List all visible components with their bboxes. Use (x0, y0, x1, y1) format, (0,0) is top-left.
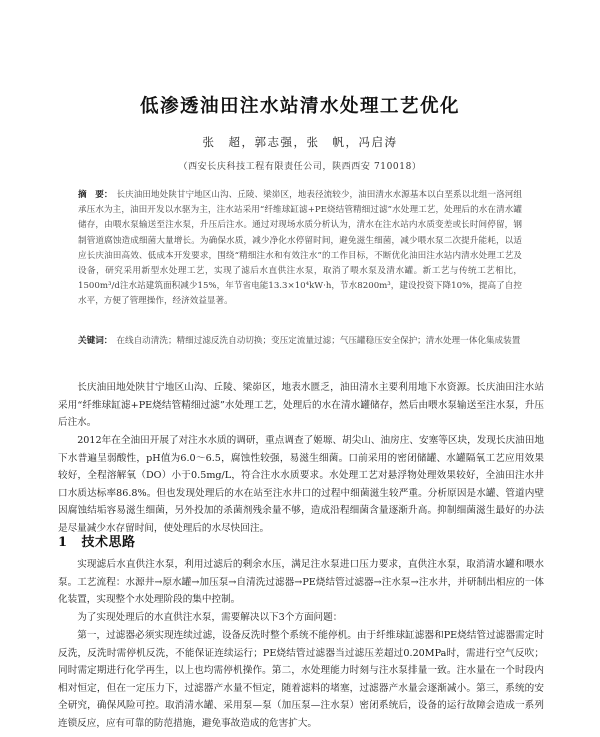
affiliation: （西安长庆科技工程有限责任公司，陕西西安 710018） (178, 162, 422, 172)
intro-paragraph-2: 2012年在全油田开展了对注水水质的调研，重点调查了姬塬、胡尖山、油房庄、安塞等区块，发现长庆油田地下水普遍呈弱酸性，pH值为6.0～6.5，腐蚀性较强，易滋生细菌。口前采用的密闭储罐、水罐隔氧工艺应用效果较好，全程溶解氧（DO）小于0.5mg/L，符合注水水质要求。水处理工艺对悬浮物处理效果较好，全油田注水井口水质达标率86.8%。但也发现处理后的水在站至注水井口的过程中细菌滋生较严重。分析原因是水罐、管道内壁因腐蚀结垢容易滋生细菌，另外投加的杀菌剂残余量不够，造成沿程细菌含量逐渐升高。抑制细菌滋生最好的办法是尽量减少水存留时间，使处理后的水尽快回注。 (58, 435, 544, 534)
section-paragraph-2: 为了实现处理后的水直供注水泵，需要解决以下3个方面问题： (77, 612, 343, 623)
section-title: 技术思路 (81, 535, 136, 550)
section-number: 1 (58, 535, 68, 550)
abstract-label: 摘 要： (78, 190, 113, 200)
keywords-text: 在线自动清洗；精细过滤反洗自动切换；变压定流量过滤；气压罐稳压安全保护；清水处理一体化集成装置 (116, 336, 521, 346)
author-list: 张 超，郭志强，张 帆，冯启涛 (202, 135, 398, 149)
abstract (78, 188, 522, 310)
keywords (78, 334, 522, 349)
paper-title: 低渗透油田注水站清水处理工艺优化 (139, 96, 460, 117)
section-paragraph-1: 实现滤后水直供注水泵，利用过滤后的剩余水压，满足注水泵进口压力要求，直供注水泵，取消清水罐和喂水泵。工艺流程：水源井→原水罐→加压泵→自清洗过滤器→PE烧结管过滤器→注水泵→注水井，并研制出相应的一体化装置，实现整个水处理阶段的集中控制。 (58, 559, 544, 606)
intro-paragraph-1: 长庆油田地处陕甘宁地区山沟、丘陵、梁峁区，地表水匮乏，油田清水主要利用地下水资源。长庆油田注水站采用“纤维球缸滤+PE烧结管精细过滤”水处理工艺，处理后的水在清水罐储存，然后由喂水泵输送至注水泵，升压后注水。 (58, 382, 544, 429)
abstract-text: 长庆油田地处陕甘宁地区山沟、丘陵、梁峁区，地表径流较少，油田清水水源基本以白垩系以北组一洛河组承压水为主，油田开发以水驱为主，注水站采用“纤维球缸滤+PE烧结管精细过滤”水处理工艺，处理后的水在清水罐储存，由喂水泵输送至注水泵，升压后注水。通过对现场水质分析认为，清水在注水站内水质变差或长时间停留，钢制管道腐蚀造成细菌大量增长。为确保水质，减少净化水停留时间，避免滋生细菌，减少喂水泵二次提升能耗，以适应长庆油田高效、低成本开发要求，围绕“精细注水和有效注水”的工作目标，不断优化油田注水站内清水处理工艺及设备，研究采用新型水处理工艺，实现了滤后水直供注水泵，取消了喂水泵及清水罐。新工艺与传统工艺相比，1500m³/d注水站建筑面积减少15%，年节省电能13.3×10⁴kW·h，节水8200m³，建设投资下降10%，提高了自控水平，方便了管理操作，经济效益显著。 (78, 190, 522, 307)
keywords-label: 关键词： (78, 336, 113, 346)
section-paragraph-3: 第一，过滤器必须实现连续过滤，设备反洗时整个系统不能停机。由于纤维球缸滤器和PE烧结管过滤器需定时反洗，反洗时需停机反洗，不能保证连续运行；PE烧结管过滤器当过滤压差超过0.20MPa时，需进行空气反吹；同时需定期进行化学再生，以上也均需停机操作。第二，水处理能力时刻与注水泵排量一致。注水量在一个时段内相对恒定，但在一定压力下，过滤器产水量不恒定，随着滤料的堵塞，过滤器产水量会逐渐减小。第三，系统的安全研究，确保风险可控。取消清水罐、采用泵—泵（加压泵—注水泵）密闭系统后，设备的运行故障会造成一系列连锁反应，应有可靠的防范措施，避免事故造成的危害扩大。 (58, 630, 544, 729)
section-heading (58, 531, 136, 550)
